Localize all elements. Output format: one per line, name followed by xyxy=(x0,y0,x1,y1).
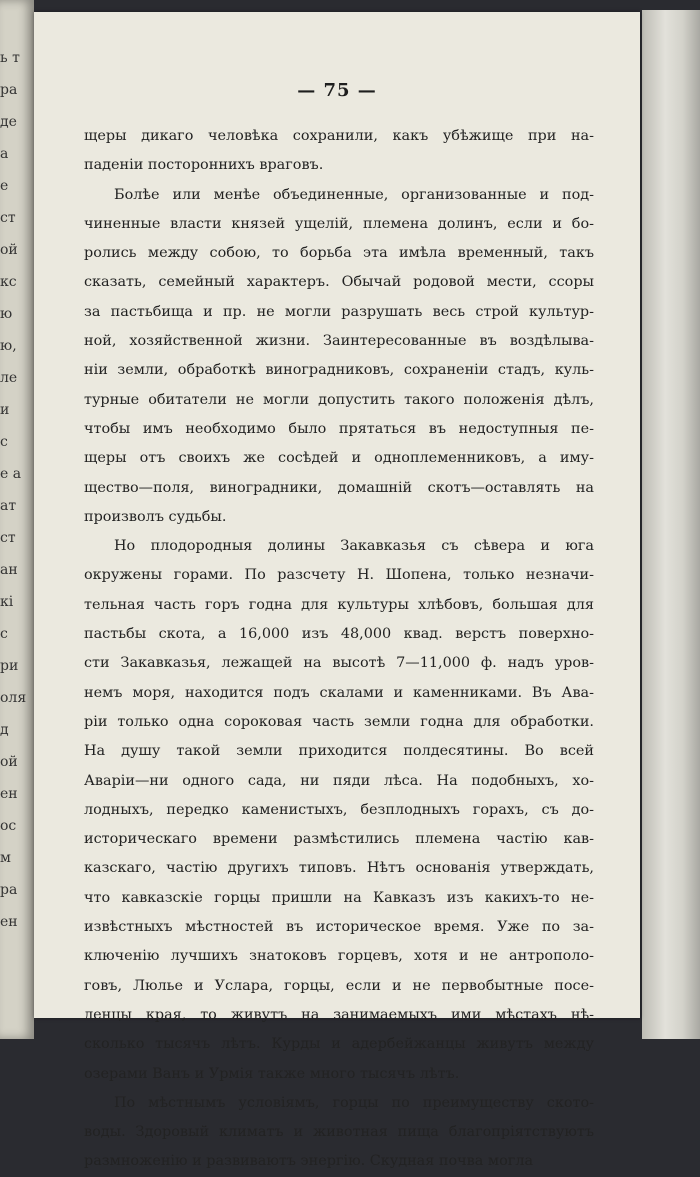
text-line: турные обитатели не могли допустить такого положенія дѣлъ, xyxy=(84,391,594,408)
text-line: историческаго времени размѣстились племена частію кав- xyxy=(84,831,594,848)
text-line: казскаго, частію другихъ типовъ. Нѣтъ основанія утверждать, xyxy=(84,860,594,877)
text-line: ленцы края, то живутъ на занимаемыхъ ими мѣстахъ нѣ- xyxy=(84,1006,594,1023)
facing-page-fragment: ра xyxy=(0,882,18,898)
text-line: щество—поля, виноградники, домашній скотъ—оставлять на xyxy=(84,479,594,496)
text-line: немъ моря, находится подъ скалами и каменниками. Въ Ава- xyxy=(84,684,594,701)
book-page-edges xyxy=(642,10,700,1039)
text-line: озерами Ванъ и Урмія также много тысячъ лѣтъ. xyxy=(84,1065,460,1082)
text-line: окружены горами. По разсчету Н. Шопена, только незначи- xyxy=(84,567,594,584)
facing-page-fragment: ен xyxy=(0,914,18,930)
text-line: пастьбы скота, а 16,000 изъ 48,000 квад. верстъ поверхно- xyxy=(84,626,594,643)
facing-page-fragment: ь т xyxy=(0,50,20,66)
facing-page-edge xyxy=(0,0,34,1039)
facing-page-fragment: ой xyxy=(0,242,18,258)
text-line: сколько тысячъ лѣтъ. Курды и адербейжанцы живутъ между xyxy=(84,1036,594,1053)
book-page xyxy=(34,12,640,1170)
facing-page-fragment: д xyxy=(0,722,9,738)
facing-page-fragment: ю xyxy=(0,306,13,322)
facing-page-fragment: кі xyxy=(0,594,14,610)
text-line: произволъ судьбы. xyxy=(84,508,227,525)
facing-page-fragment: е xyxy=(0,178,9,194)
text-line: извѣстныхъ мѣстностей въ историческое время. Уже по за- xyxy=(84,919,594,936)
text-line: чтобы имъ необходимо было прятаться въ недоступныя пе- xyxy=(84,420,594,437)
facing-page-fragment: е а xyxy=(0,466,22,482)
text-line: паденіи постороннихъ враговъ. xyxy=(84,157,324,174)
facing-page-fragment: ан xyxy=(0,562,18,578)
facing-page-fragment: кс xyxy=(0,274,17,290)
facing-page-fragment: ю, xyxy=(0,338,17,354)
text-line: лодныхъ, передко каменистыхъ, безплодныхъ горахъ, съ до- xyxy=(84,801,594,818)
text-line: ной, хозяйственной жизни. Заинтересованные въ воздѣлыва- xyxy=(84,333,594,350)
facing-page-fragment: ле xyxy=(0,370,18,386)
text-line: щеры дикаго человѣка сохранили, какъ убѣжище при на- xyxy=(84,128,594,144)
text-line: за пастьбища и пр. не могли разрушать весь строй культур- xyxy=(84,303,594,320)
text-line: ріи только одна сороковая часть земли годна для обработки. xyxy=(84,713,594,730)
facing-page-fragment: м xyxy=(0,850,11,866)
text-line: Но плодородныя долины Закавказья съ сѣвера и юга xyxy=(114,538,594,555)
facing-page-fragment: ст xyxy=(0,210,16,226)
text-line: Болѣе или менѣе объединенные, организованные и под- xyxy=(114,186,594,203)
page-number: — 75 — xyxy=(297,80,377,101)
text-line: ключенію лучшихъ знатоковъ горцевъ, хотя и не антрополо- xyxy=(84,948,594,965)
facing-page-fragment: ен xyxy=(0,786,18,802)
paragraph xyxy=(84,532,594,1089)
paragraph xyxy=(84,122,594,181)
text-line: Аваріи—ни одного сада, ни пяди лѣса. На подобныхъ, хо- xyxy=(84,772,594,789)
facing-page-fragment: ой xyxy=(0,754,18,770)
text-line: ролись между собою, то борьба эта имѣла временный, такъ xyxy=(84,245,594,262)
body-text xyxy=(84,122,594,1177)
text-line: На душу такой земли приходится полдесятины. Во всей xyxy=(84,743,594,760)
text-line: сказать, семейный характеръ. Обычай родовой мести, ссоры xyxy=(84,274,594,291)
facing-page-fragment: а xyxy=(0,146,9,162)
text-line: воды. Здоровый климатъ и животная пища благопріятствуютъ xyxy=(84,1124,594,1141)
facing-page-fragment: с xyxy=(0,434,8,450)
text-line: чиненные власти князей ущелій, племена долинъ, если и бо- xyxy=(84,215,594,232)
facing-page-fragment: оля xyxy=(0,690,27,706)
facing-page-fragment: ст xyxy=(0,530,16,546)
text-line: сти Закавказья, лежащей на высотѣ 7—11,000 ф. надъ уров- xyxy=(84,655,594,672)
text-line: щеры отъ своихъ же сосѣдей и одноплеменниковъ, а иму- xyxy=(84,450,594,467)
facing-page-fragment: де xyxy=(0,114,17,130)
facing-page-fragment: ат xyxy=(0,498,17,514)
text-line: размноженію и развиваютъ энергію. Скудная почва могла xyxy=(84,1153,534,1170)
facing-page-fragment: ри xyxy=(0,658,19,674)
text-line: что кавказскіе горцы пришли на Кавказъ изъ какихъ-то не- xyxy=(84,889,594,906)
facing-page-fragment: с xyxy=(0,626,8,642)
text-line: По мѣстнымъ условіямъ, горцы по преимуществу ското- xyxy=(114,1094,594,1111)
paragraph xyxy=(84,181,594,533)
text-line: ніи земли, обработкѣ виноградниковъ, сохраненіи стадъ, куль- xyxy=(84,362,594,379)
text-line: говъ, Люлье и Услара, горцы, если и не первобытные посе- xyxy=(84,977,594,994)
paragraph xyxy=(84,1089,594,1177)
text-line: тельная часть горъ годна для культуры хлѣбовъ, большая для xyxy=(84,596,594,613)
facing-page-fragment: ра xyxy=(0,82,18,98)
facing-page-fragment: ос xyxy=(0,818,17,834)
facing-page-fragment: и xyxy=(0,402,10,418)
